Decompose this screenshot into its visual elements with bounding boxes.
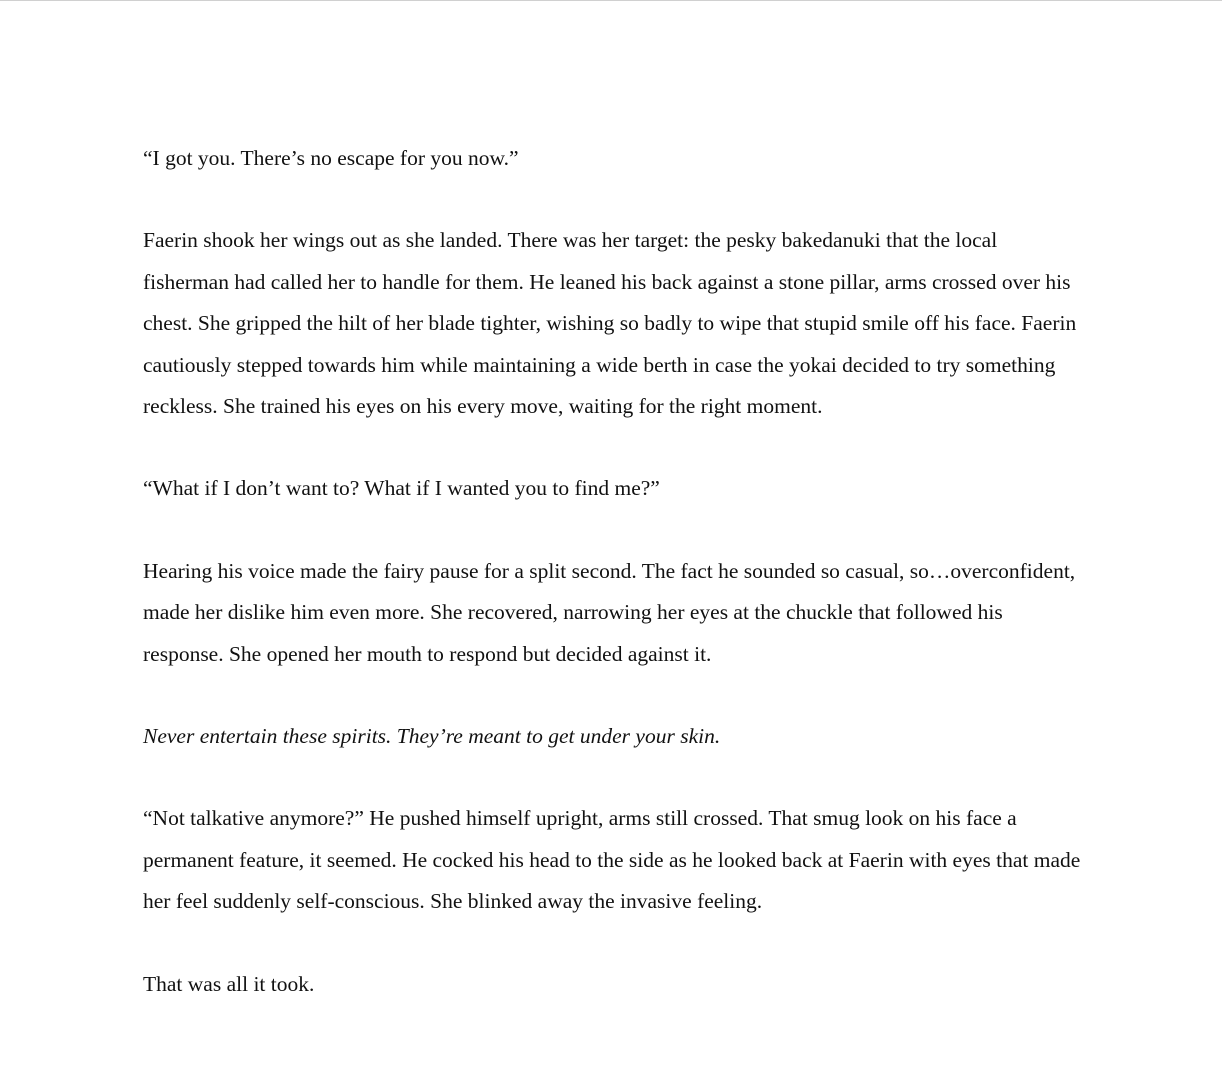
top-divider [0, 0, 1222, 1]
paragraph-3: “What if I don’t want to? What if I wanted you to find me?” [143, 476, 660, 501]
document-body [143, 138, 1083, 1005]
paragraph-5-italic: Never entertain these spirits. They’re meant to get under your skin. [143, 724, 721, 749]
paragraph-6: “Not talkative anymore?” He pushed himself upright, arms still crossed. That smug look on his face a permanent feature, it seemed. He cocked his head to the side as he looked back at Faerin with eyes that made her feel suddenly self-conscious. She blinked away the invasive feeling. [143, 806, 1081, 914]
paragraph-7: That was all it took. [143, 971, 315, 996]
paragraph-4: Hearing his voice made the fairy pause for a split second. The fact he sounded so casual, so…overconfident, made her dislike him even more. She recovered, narrowing her eyes at the chuckle that followed his response. She opened her mouth to respond but decided against it. [143, 558, 1076, 666]
paragraph-2: Faerin shook her wings out as she landed. There was her target: the pesky bakedanuki that the local fisherman had called her to handle for them. He leaned his back against a stone pillar, arms crossed over his chest. She gripped the hilt of her blade tighter, wishing so badly to wipe that stupid smile off his face. Faerin cautiously stepped towards him while maintaining a wide berth in case the yokai decided to try something reckless. She trained his eyes on his every move, waiting for the right moment. [143, 228, 1077, 419]
paragraph-1: “I got you. There’s no escape for you now.” [143, 146, 519, 170]
